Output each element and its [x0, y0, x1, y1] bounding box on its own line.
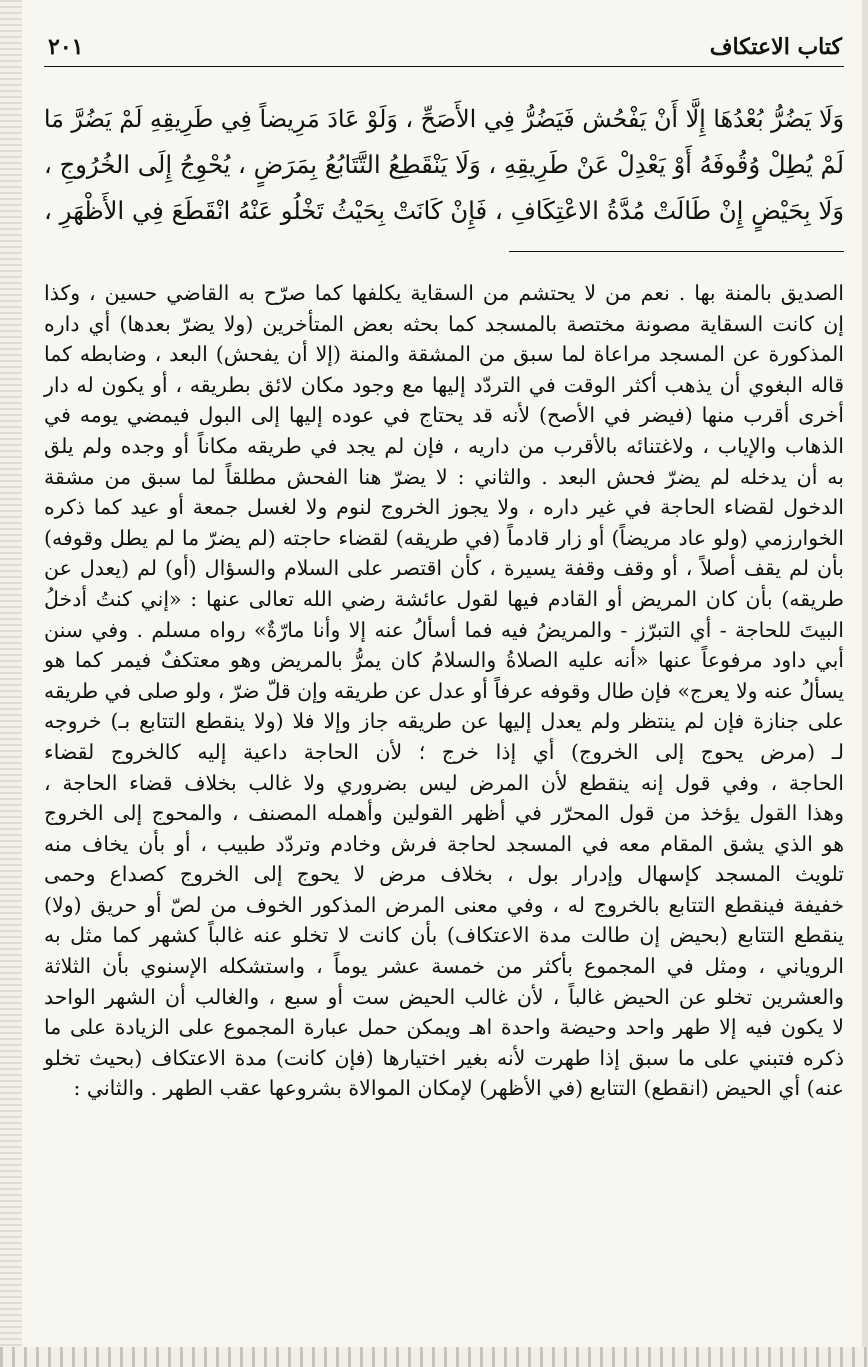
section-divider: [509, 251, 844, 252]
commentary-line: ذكره فتبني على ما سبق إذا طهرت لأنه بغير اختيارها (فإن كانت) مدة الاعتكاف (بحيث تخلو: [44, 1045, 844, 1070]
commentary-line: طريقه) بأن كان المريض أو القادم فيها لقول عائشة رضي الله تعالى عنها : «إني كنتُ أدخلُ: [44, 586, 844, 611]
commentary-line: هو الذي يشق المقام معه في المسجد لحاجة فرش وخادم وتردّد طبيب ، أو بأن يخاف منه: [44, 831, 844, 856]
commentary-line: البيتَ للحاجة - أي التبرّز - والمريضُ فيه فما أسألُ عنه إلا وأنا مارّةٌ» رواه مسلم . وفي سنن: [44, 617, 844, 642]
commentary-line: إن كانت السقاية مصونة مختصة بالمسجد كما بحثه بعض المتأخرين (ولا يضرّ بعدها) أي داره: [44, 311, 844, 336]
commentary-line: على جنازة فإن لم ينتظر ولم يعدل إليها عن طريقه جاز وإلا فلا (ولا ينقطع التتابع بـ) خروجه: [44, 709, 844, 734]
commentary-line: الحاجة ، وفي قول إنه ينقطع لأن المرض ليس بضروري ولا غالب بخلاف قضاء الحاجة ،: [44, 770, 844, 795]
commentary-line: لا يكون فيه إلا طهر واحد وحيضة واحدة اهـ ويمكن حمل عبارة المجموع على الزيادة على ما: [44, 1015, 844, 1040]
matn-line: وَلَا يَضُرُّ بُعْدُهَا إِلَّا أَنْ يَفْحُش فَيَضُرُّ فِي الأَصَحِّ ، وَلَوْ عَادَ مَرِيضاً فِي طَرِيقِهِ لَمْ يَضُرَّ مَا: [43, 105, 844, 133]
commentary-line: خفيفة فينقطع التتابع بالخروج له ، وفي معنى المرض المذكور الخوف من لصّ أو حريق (ولا): [44, 892, 844, 917]
commentary-line: قاله البغوي أن يذهب أكثر الوقت في التردّد إليها مع وجود مكان لائق بطريقه ، أو يكون له دار: [44, 372, 844, 397]
bottom-ornamental-border: [0, 1347, 868, 1367]
matn-text: [44, 96, 844, 234]
book-title: كتاب الاعتكاف: [709, 34, 842, 60]
commentary-line: أبي داود مرفوعاً عنها «أنه عليه الصلاةُ والسلامُ كان يمرُّ بالمريض وهو معتكفٌ فيمر كما هو: [44, 648, 844, 673]
commentary-line: ينقطع التتابع (بحيض إن طالت مدة الاعتكاف) بأن كانت لا تخلو عنه غالباً كشهر كما مثل به: [44, 923, 844, 948]
commentary-line: والعشرين تخلو عن الحيض غالباً ، لأن غالب الحيض ست أو سبع ، والغالب أن الشهر الواحد: [44, 984, 844, 1009]
commentary-line: وهذا القول يؤخذ من قول المحرّر في أظهر القولين وأهمله المصنف ، والمحوج إلى الخروج: [44, 801, 844, 826]
page-number: ٢٠١: [48, 34, 84, 60]
commentary-line: تلويث المسجد كإسهال وإدرار بول ، بخلاف مرض لا يحوج إلى الخروج كصداع وحمى: [44, 862, 844, 887]
matn-line: وَلَا بِحَيْضٍ إِنْ طَالَتْ مُدَّةُ الاعْتِكَافِ ، فَإِنْ كَانَتْ بِحَيْثُ تَخْلُو عَنْهُ انْقَطَعَ فِي الأَظْهَرِ ،: [44, 196, 844, 225]
right-page-edge: [862, 0, 868, 1367]
commentary-line: عنه) أي الحيض (انقطع) التتابع (في الأظهر) لإمكان الموالاة بشروعها عقب الطهر . والثاني :: [73, 1076, 844, 1101]
commentary-line: المذكورة عن المسجد مراعاة لما سبق من المشقة والمنة (إلا أن يفحش) البعد ، وضابطه كما: [44, 342, 844, 367]
commentary-line: الروياني ، ومثل في المجموع بأكثر من خمسة عشر يوماً ، واستشكله الإسنوي بأن الثلاثة: [44, 954, 844, 979]
commentary-line: به أن يدخله لم يضرّ فحش البعد . والثاني : لا يضرّ هنا الفحش مطلقاً لما سبق من مشقة: [44, 464, 844, 489]
commentary-line: الخوارزمي (ولو عاد مريضاً) أو زار قادماً (في طريقه) لقضاء حاجته (لم يضرّ ما لم يطل وقوفه): [44, 525, 844, 550]
commentary-line: لـ (مرض يحوج إلى الخروج) أي إذا خرج ؛ لأن الحاجة داعية إليه كالخروج لقضاء: [44, 739, 844, 764]
commentary-text: [44, 278, 844, 1104]
commentary-line: الذهاب والإياب ، ولاغتنائه بالأقرب من داريه ، فإن لم يجد في طريقه مكاناً أو وجده ولم يلق: [44, 433, 844, 458]
commentary-line: بأن لم يقف أصلاً ، أو وقف وقفة يسيرة ، كأن اقتصر على السلام والسؤال (أو) لم (يعدل عن: [44, 556, 844, 581]
commentary-line: الصديق بالمنة بها . نعم من لا يحتشم من السقاية يكلفها كما صرّح به القاضي حسين ، وكذا: [44, 281, 844, 305]
running-header: [44, 32, 844, 67]
commentary-line: يسألُ عنه ولا يعرج» فإن طال وقوفه عرفاً أو عدل عن طريقه وإن قلّ ضرّ ، ولو صلى في طريقه: [44, 678, 844, 703]
commentary-line: أخرى أقرب منها (فيضر في الأصح) لأنه قد يحتاج في عوده إليها إلى البول فيمضي يومه في: [44, 403, 844, 428]
matn-line: لَمْ يُطِلْ وُقُوفَهُ أَوْ يَعْدِلْ عَنْ طَرِيقِهِ ، وَلَا يَنْقَطِعُ التَّتَابُعُ بِمَرَضٍ ، يُحْوِجُ إِلَى الخُرُوجِ ،: [43, 150, 844, 179]
left-ornamental-border: [0, 0, 22, 1367]
commentary-line: الدخول لقضاء الحاجة في غير داره ، ولا يجوز الخروج لنوم ولا لغسل جمعة أو عيد كما ذكره: [44, 495, 844, 520]
